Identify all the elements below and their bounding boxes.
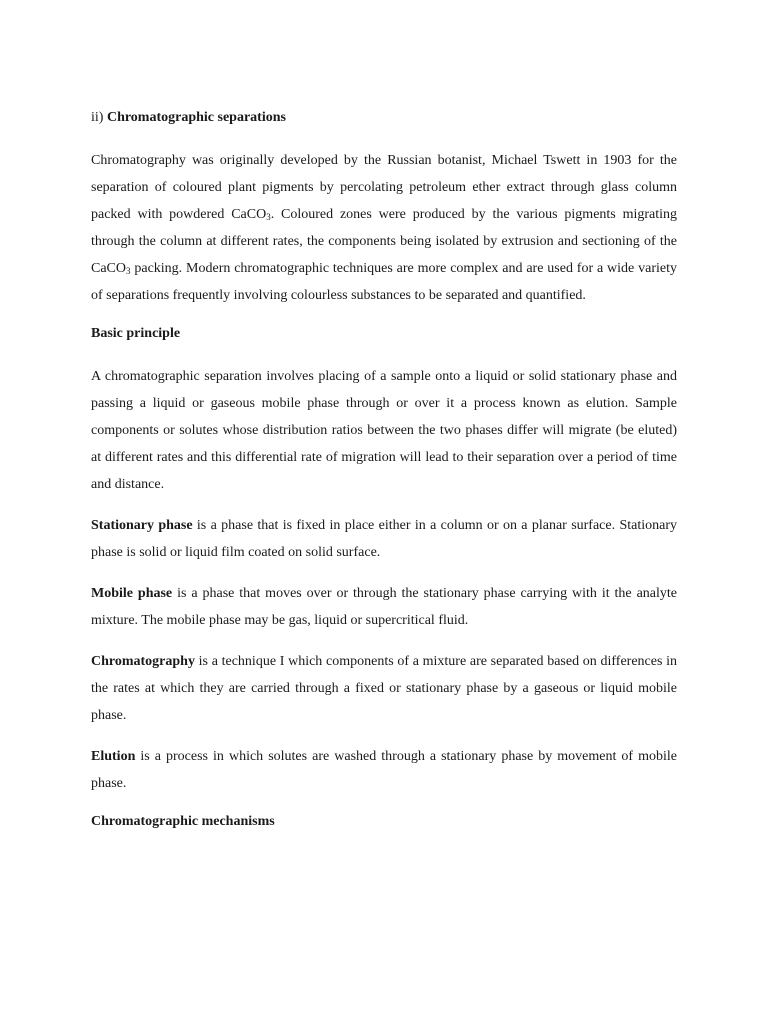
basic-principle-heading [91, 323, 677, 345]
definition-mobile-phase [91, 580, 677, 634]
intro-subscript-1: 3 [266, 212, 271, 222]
definition-text: is a technique I which components of a mixture are separated based on differences in the rates at which they are carried through a fixed or stationary phase by a gaseous or liquid mobile phase. [91, 654, 677, 723]
intro-subscript-2: 3 [126, 266, 131, 276]
definition-stationary-phase [91, 512, 677, 566]
definition-elution [91, 743, 677, 797]
definition-term: Stationary phase [91, 518, 193, 533]
intro-text-3: packing. Modern chromatographic techniques are more complex and are used for a wide variety of separations frequently involving colourless substances to be separated and quantified. [91, 261, 677, 303]
definition-term: Chromatography [91, 654, 195, 669]
definition-text: is a phase that moves over or through the stationary phase carrying with it the analyte mixture. The mobile phase may be gas, liquid or supercritical fluid. [91, 586, 677, 628]
intro-paragraph [91, 147, 677, 309]
mechanisms-heading [91, 811, 677, 833]
intro-text-2: . Coloured zones were produced by the various pigments migrating through the column at different rates, the components being isolated by extrusion and sectioning of the CaCO [91, 207, 678, 276]
document-page [91, 107, 677, 851]
definition-text: is a process in which solutes are washed through a stationary phase by movement of mobile phase. [91, 749, 677, 791]
definition-term: Mobile phase [91, 586, 173, 601]
intro-text-1: Chromatography was originally developed by the Russian botanist, Michael Tswett in 1903 for the separation of coloured plant pigments by percolating petroleum ether extract through glass column packed with powdered CaCO [91, 153, 677, 222]
definition-term: Elution [91, 749, 136, 764]
definition-text: is a phase that is fixed in place either in a column or on a planar surface. Stationary phase is solid or liquid film coated on solid surface. [91, 518, 677, 560]
section-heading [91, 107, 677, 129]
section-number: ii) [91, 110, 104, 125]
section-title: Chromatographic separations [106, 110, 286, 125]
definition-chromatography [91, 648, 677, 729]
mechanisms-title: Chromatographic mechanisms [91, 814, 275, 829]
basic-principle-title: Basic principle [91, 326, 181, 341]
basic-principle-paragraph: A chromatographic separation involves placing of a sample onto a liquid or solid stationary phase and passing a liquid or gaseous mobile phase through or over it a process known as elution. Sample components or solutes whose distribution ratios between the two phases differ will migrate (be eluted) at different rates and this differential rate of migration will lead to their separation over a period of time and distance. [91, 369, 677, 492]
